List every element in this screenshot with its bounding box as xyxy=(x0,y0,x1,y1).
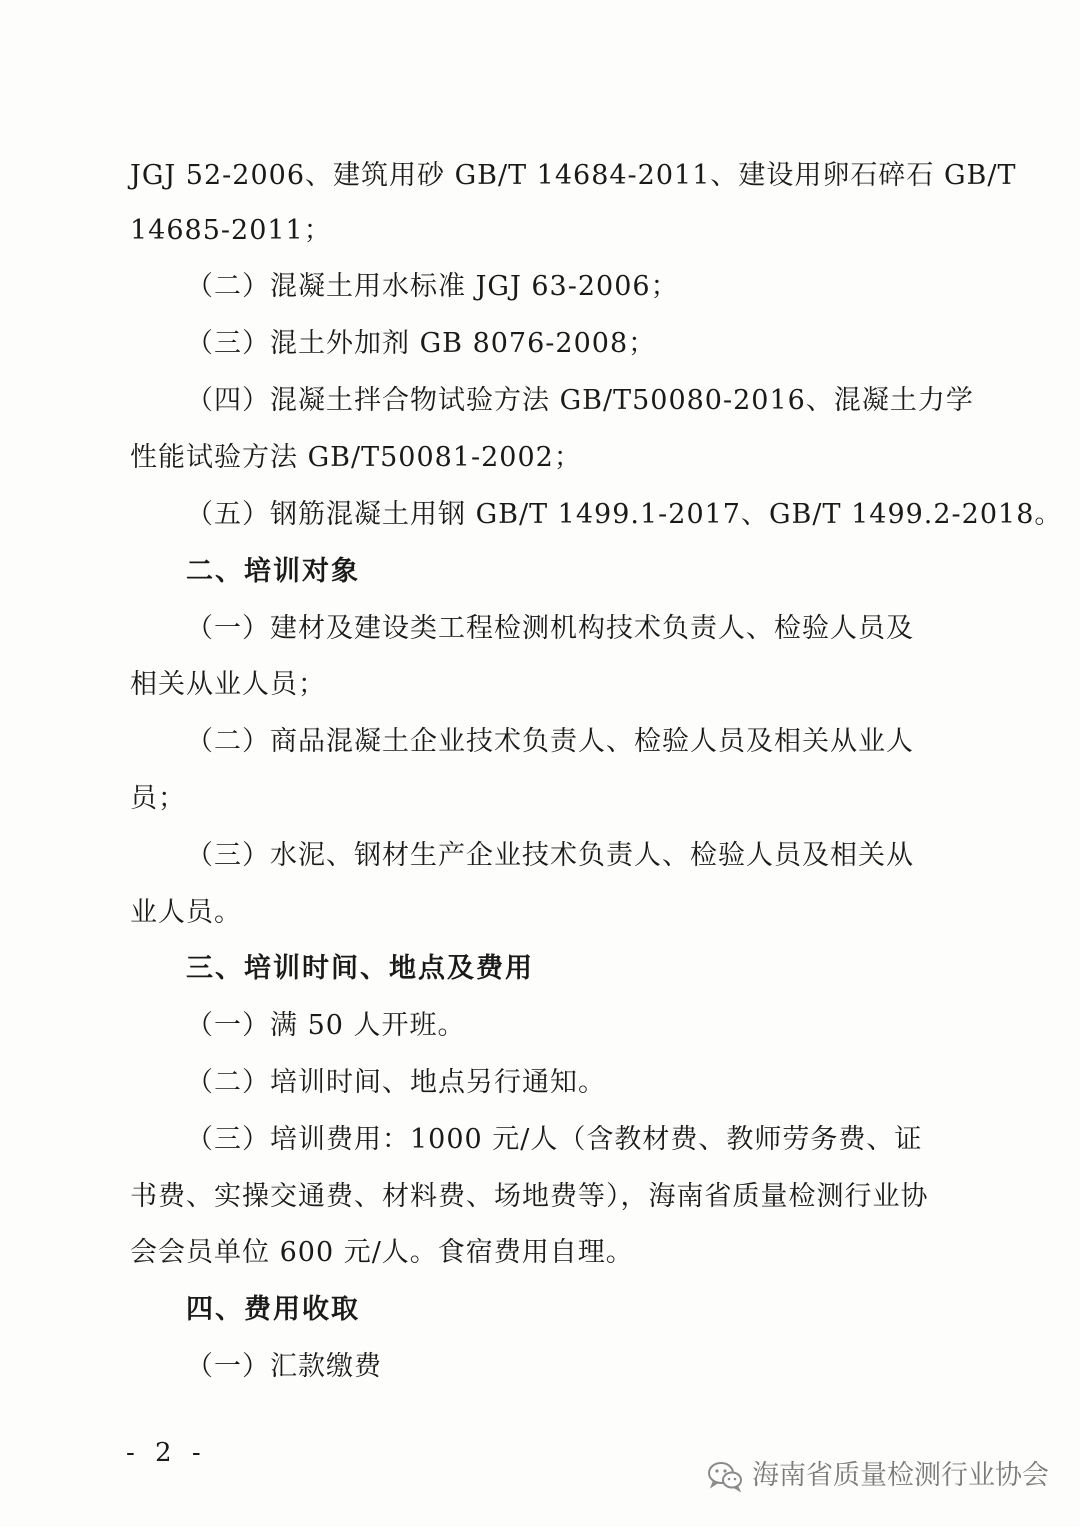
body-line-17: （二）培训时间、地点另行通知。 xyxy=(186,1067,606,1098)
section-heading-4: 四、费用收取 xyxy=(186,1294,360,1325)
body-line-12: 员； xyxy=(130,783,186,814)
body-line-19: 书费、实操交通费、材料费、场地费等），海南省质量检测行业协 xyxy=(130,1181,929,1212)
page-number: - 2 - xyxy=(126,1438,207,1468)
body-line-2: 14685-2011； xyxy=(130,215,332,246)
watermark xyxy=(706,1458,1049,1494)
section-heading-2: 二、培训对象 xyxy=(186,556,360,587)
body-line-1: JGJ 52-2006、建筑用砂 GB/T 14684-2011、建设用卵石碎石 GB/T xyxy=(130,160,1017,191)
body-line-4: （三）混土外加剂 GB 8076-2008； xyxy=(186,328,657,359)
body-line-14: 业人员。 xyxy=(130,897,242,928)
body-line-11: （二）商品混凝土企业技术负责人、检验人员及相关从业人 xyxy=(186,726,914,757)
body-line-3: （二）混凝土用水标准 JGJ 63-2006； xyxy=(186,271,679,302)
body-line-16: （一）满 50 人开班。 xyxy=(186,1010,466,1041)
body-line-7: （五）钢筋混凝土用钢 GB/T 1499.1-2017、GB/T 1499.2-2018。 xyxy=(186,499,1063,530)
body-line-9: （一）建材及建设类工程检测机构技术负责人、检验人员及 xyxy=(186,613,914,644)
body-line-10: 相关从业人员； xyxy=(130,669,326,700)
body-line-5: （四）混凝土拌合物试验方法 GB/T50080-2016、混凝土力学 xyxy=(186,385,974,416)
body-line-22: （一）汇款缴费 xyxy=(186,1351,382,1382)
body-line-18: （三）培训费用：1000 元/人（含教材费、教师劳务费、证 xyxy=(186,1124,923,1155)
body-line-20: 会会员单位 600 元/人。食宿费用自理。 xyxy=(130,1237,634,1268)
section-heading-3: 三、培训时间、地点及费用 xyxy=(186,953,534,984)
body-line-13: （三）水泥、钢材生产企业技术负责人、检验人员及相关从 xyxy=(186,840,914,871)
wechat-icon xyxy=(706,1460,744,1492)
watermark-text: 海南省质量检测行业协会 xyxy=(752,1460,1049,1491)
body-line-6: 性能试验方法 GB/T50081-2002； xyxy=(130,442,582,473)
